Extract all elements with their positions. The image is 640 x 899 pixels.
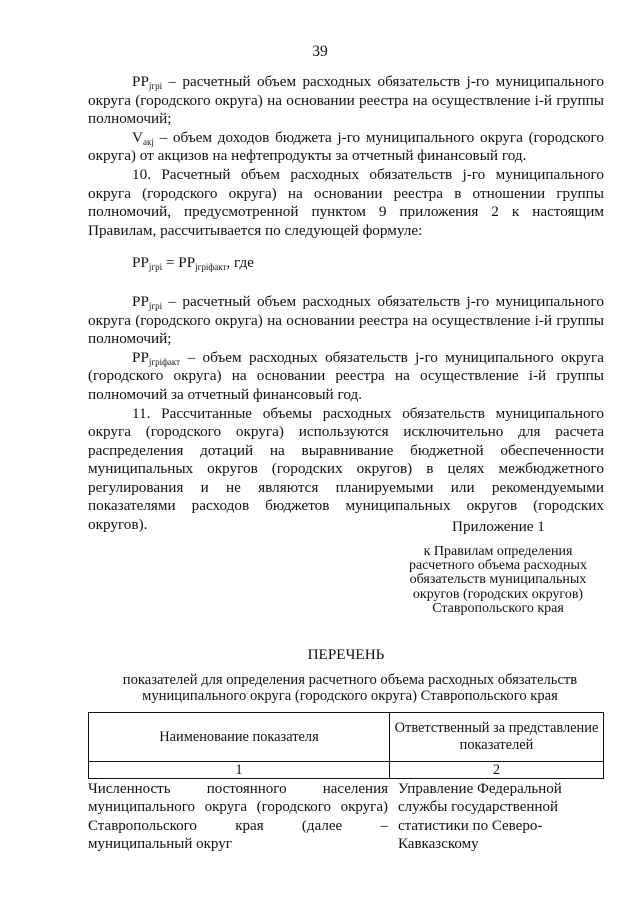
definition-paragraph xyxy=(88,129,604,166)
indicators-table xyxy=(88,712,604,779)
symbol: V xyxy=(132,128,143,146)
symbol-subscript: jгрiфакт xyxy=(148,356,181,367)
list-subtitle: показателей для определения расчетного объема расходных обязательств муниципального округа (городского округа) Ставропольского края xyxy=(122,672,578,704)
definition-paragraph xyxy=(88,73,604,129)
definition-paragraph xyxy=(88,349,604,405)
table-number-row xyxy=(89,762,604,779)
definition-text: – объем доходов бюджета j-го муниципального округа (городского округа) от акцизов на нефтепродукты за отчетный финансовый год. xyxy=(88,128,604,165)
symbol: PP xyxy=(132,73,149,90)
symbol-subscript: jгрi xyxy=(148,300,163,311)
clause-11-paragraph: 11. Рассчитанные объемы расходных обязательств муниципального округа (городского округа) используются исключительно для расчета распределения дотаций на выравнивание бюджетной обеспеченности муниципальных округов (городских округов) в целях межбюджетного регулирования и не являются планируемыми или рекомендуемыми показателями расходов бюджетов муниципальных округов (городских округов). xyxy=(88,404,604,534)
clause-10-paragraph: 10. Расчетный объем расходных обязательств j-го муниципального округа (городского округа) на основании реестра в отношении группы полномочий, предусмотренной пунктом 9 приложения 2 к настоящим Правилам, рассчитывается по следующей формуле: xyxy=(88,165,604,239)
list-title: ПЕРЕЧЕНЬ xyxy=(307,646,385,663)
definition-paragraph xyxy=(88,293,604,349)
header-indicator-name: Наименование показателя xyxy=(89,713,390,762)
definition-text: – объем расходных обязательств j-го муниципального округа (городского округа) на основании реестра на осуществление i-й группы полномочий за отчетный финансовый год. xyxy=(88,348,604,403)
symbol: PP xyxy=(132,292,149,310)
symbol-subscript: акj xyxy=(142,136,154,147)
row-responsible: Управление Федеральной службы государственной статистики по Северо-Кавказскому xyxy=(398,781,562,853)
symbol: PP xyxy=(132,348,149,366)
formula-tail: , где xyxy=(226,254,254,272)
header-responsible: Ответственный за представление показателей xyxy=(390,713,604,762)
column-number: 2 xyxy=(390,762,604,779)
column-number: 1 xyxy=(89,762,390,779)
formula-lhs-subscript: jгрi xyxy=(148,262,163,273)
formula-lhs: PP xyxy=(132,254,149,272)
definition-text: – расчетный объем расходных обязательств j-го муниципального округа (городского округа) на основании реестра на осуществление i-й группы полномочий; xyxy=(88,73,604,128)
body-text xyxy=(88,73,604,535)
definition-text: – расчетный объем расходных обязательств j-го муниципального округа (городского округа) на основании реестра на осуществление i-й группы полномочий; xyxy=(88,292,604,348)
formula-rhs: = PP xyxy=(162,254,196,272)
row-indicator-name: Численность постоянного населения муниципального округа (городского округа) Ставропольского края (далее – муниципальный округ xyxy=(88,781,388,853)
appendix-title: Приложение 1 xyxy=(452,518,545,535)
formula-rhs-subscript: jгрiфакт xyxy=(195,262,227,273)
appendix-text: к Правилам определения расчетного объема расходных обязательств муниципальных округов (городских округов) Ставропольского края xyxy=(409,544,587,616)
symbol-subscript: jгрi xyxy=(148,81,163,91)
formula xyxy=(88,254,604,273)
table-header-row xyxy=(89,713,604,762)
page-number: 39 xyxy=(312,43,328,60)
